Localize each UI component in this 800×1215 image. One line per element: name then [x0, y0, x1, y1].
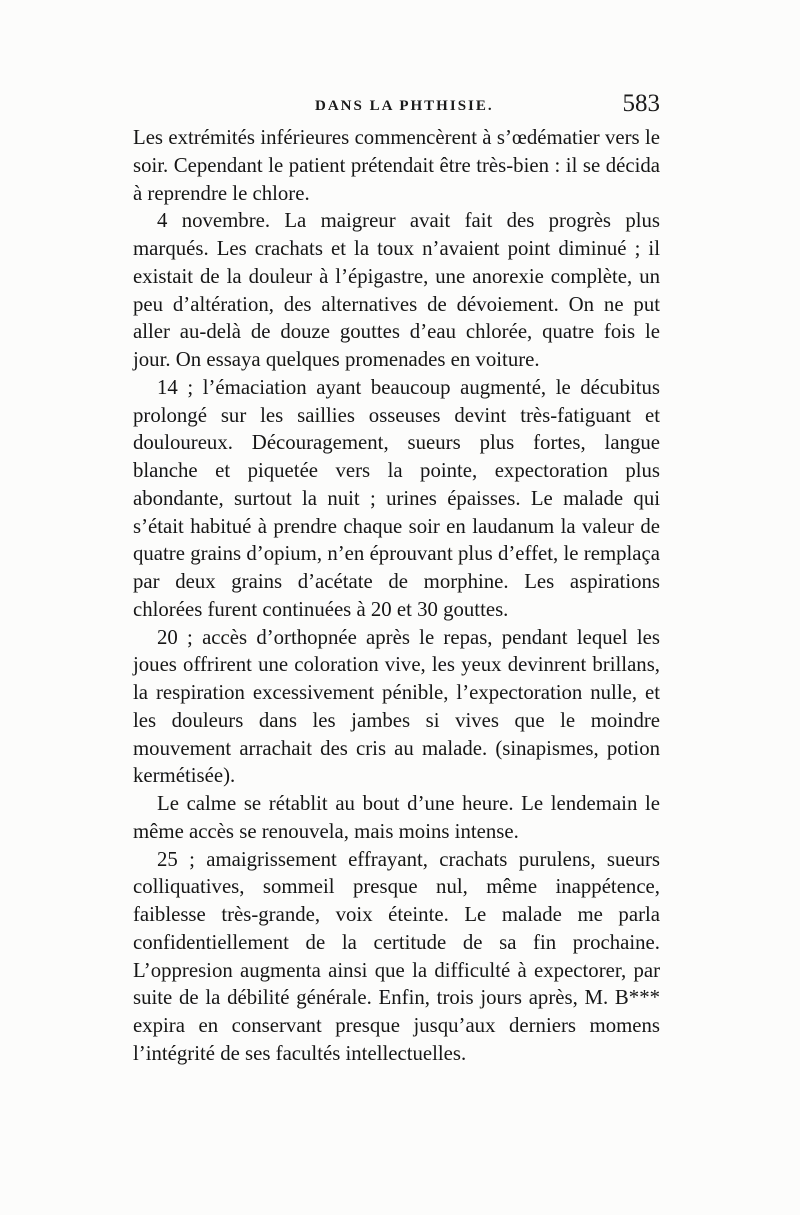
body-text [133, 124, 660, 1068]
paragraph-6: 25 ; amaigrissement effrayant, crachats purulens, sueurs colliquatives, sommeil presque nul, même inappétence, faiblesse très-grande, voix éteinte. Le malade me parla confidentiellement de la certitude de sa fin prochaine. L’oppresion augmenta ainsi que la difficulté à expectorer, par suite de la débilité générale. Enfin, trois jours après, M. B*** expira en conservant presque jusqu’aux derniers momens l’intégrité de ses facultés intellectuelles. [133, 847, 660, 1065]
running-head [133, 90, 660, 120]
paragraph-5: Le calme se rétablit au bout d’une heure. Le lendemain le même accès se renouvela, mais moins intense. [133, 792, 660, 843]
paragraph-3: 14 ; l’émaciation ayant beaucoup augmenté, le décubitus prolongé sur les saillies osseuses devint très-fatiguant et douloureux. Découragement, sueurs plus fortes, langue blanche et piquetée vers la pointe, expectoration plus abondante, surtout la nuit ; urines épaisses. Le malade qui s’était habitué à prendre chaque soir en laudanum la valeur de quatre grains d’opium, n’en éprouvant plus d’effet, le remplaça par deux grains d’acétate de morphine. Les aspirations chlorées furent continuées à 20 et 30 gouttes. [133, 375, 660, 621]
running-title: DANS LA PHTHISIE. [315, 98, 494, 114]
page-number: 583 [622, 90, 660, 117]
paragraph-4: 20 ; accès d’orthopnée après le repas, pendant lequel les joues offrirent une coloration vive, les yeux devinrent brillans, la respiration excessivement pénible, l’expectoration nulle, et les douleurs dans les jambes si vives que le moindre mouvement arrachait des cris au malade. (sinapismes, potion kermétisée). [133, 625, 660, 788]
paragraph-2: 4 novembre. La maigreur avait fait des progrès plus marqués. Les crachats et la toux n’avaient point diminué ; il existait de la douleur à l’épigastre, une anorexie complète, un peu d’altération, des alternatives de dévoiement. On ne put aller au-delà de douze gouttes d’eau chlorée, quatre fois le jour. On essaya quelques promenades en voiture. [133, 209, 660, 371]
paragraph-1: Les extrémités inférieures commencèrent à s’œdématier vers le soir. Cependant le patient prétendait être très-bien : il se décida à reprendre le chlore. [133, 126, 660, 205]
